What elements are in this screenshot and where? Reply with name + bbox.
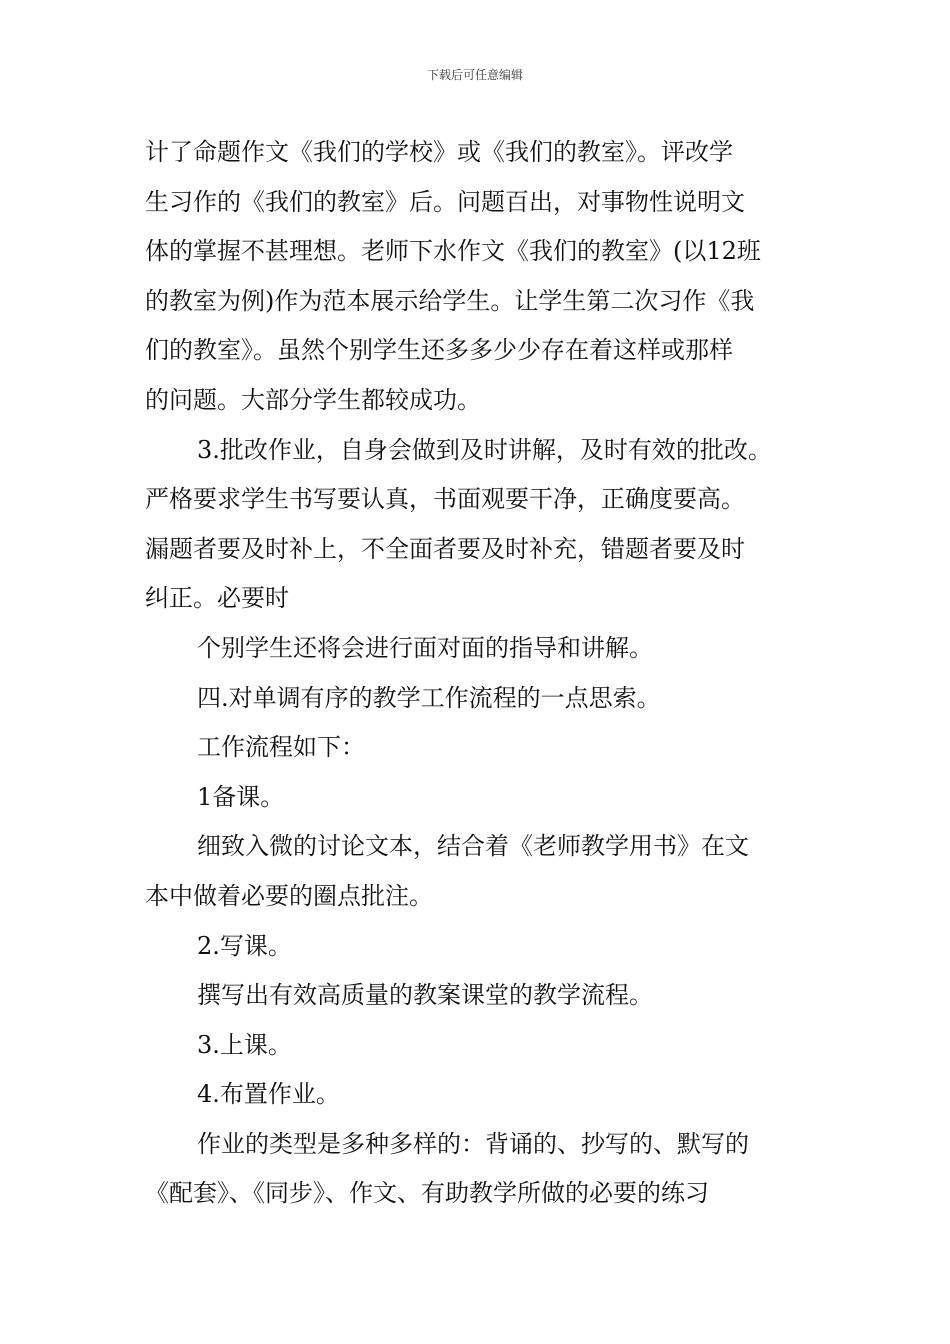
text-line: 计了命题作文《我们的学校》或《我们的教室》。评改学 xyxy=(145,138,733,166)
text-line: 纠正。必要时 xyxy=(145,584,289,613)
text-line: 3.批改作业，自身会做到及时讲解，及时有效的批改。 xyxy=(197,435,772,464)
list-item: 2.写课。 xyxy=(197,931,292,960)
text-line: 严格要求学生书写要认真，书面观要干净，正确度要高。 xyxy=(145,485,745,514)
list-item: 1备课。 xyxy=(197,782,285,811)
section-heading: 四.对单调有序的教学工作流程的一点思索。 xyxy=(197,683,661,712)
text-line: 的问题。大部分学生都较成功。 xyxy=(145,385,481,414)
list-item: 4.布置作业。 xyxy=(197,1080,340,1109)
text-line: 的教室为例)作为范本展示给学生。让学生第二次习作《我 xyxy=(145,286,755,315)
text-line: 生习作的《我们的教室》后。问题百出，对事物性说明文 xyxy=(145,187,745,216)
page-header: 下载后可任意编辑 xyxy=(426,68,523,82)
text-line: 撰写出有效高质量的教案课堂的教学流程。 xyxy=(197,981,653,1010)
text-line: 本中做着必要的圈点批注。 xyxy=(145,881,433,910)
text-line: 细致入微的讨论文本，结合着《老师教学用书》在文 xyxy=(197,832,749,861)
text-line: 体的掌握不甚理想。老师下水作文《我们的教室》(以12班 xyxy=(145,237,761,266)
list-item: 3.上课。 xyxy=(197,1030,292,1059)
text-line: 漏题者要及时补上，不全面者要及时补充，错题者要及时 xyxy=(145,534,745,563)
text-line: 作业的类型是多种多样的：背诵的、抄写的、默写的 xyxy=(197,1129,749,1158)
body-text xyxy=(145,128,810,1219)
text-line: 《配套》、《同步》、作文、有助教学所做的必要的练习 xyxy=(145,1179,709,1208)
text-line: 们的教室》。虽然个别学生还多多少少存在着这样或那样 xyxy=(145,336,733,365)
text-line: 工作流程如下： xyxy=(197,733,365,762)
text-line: 个别学生还将会进行面对面的指导和讲解。 xyxy=(197,633,653,662)
